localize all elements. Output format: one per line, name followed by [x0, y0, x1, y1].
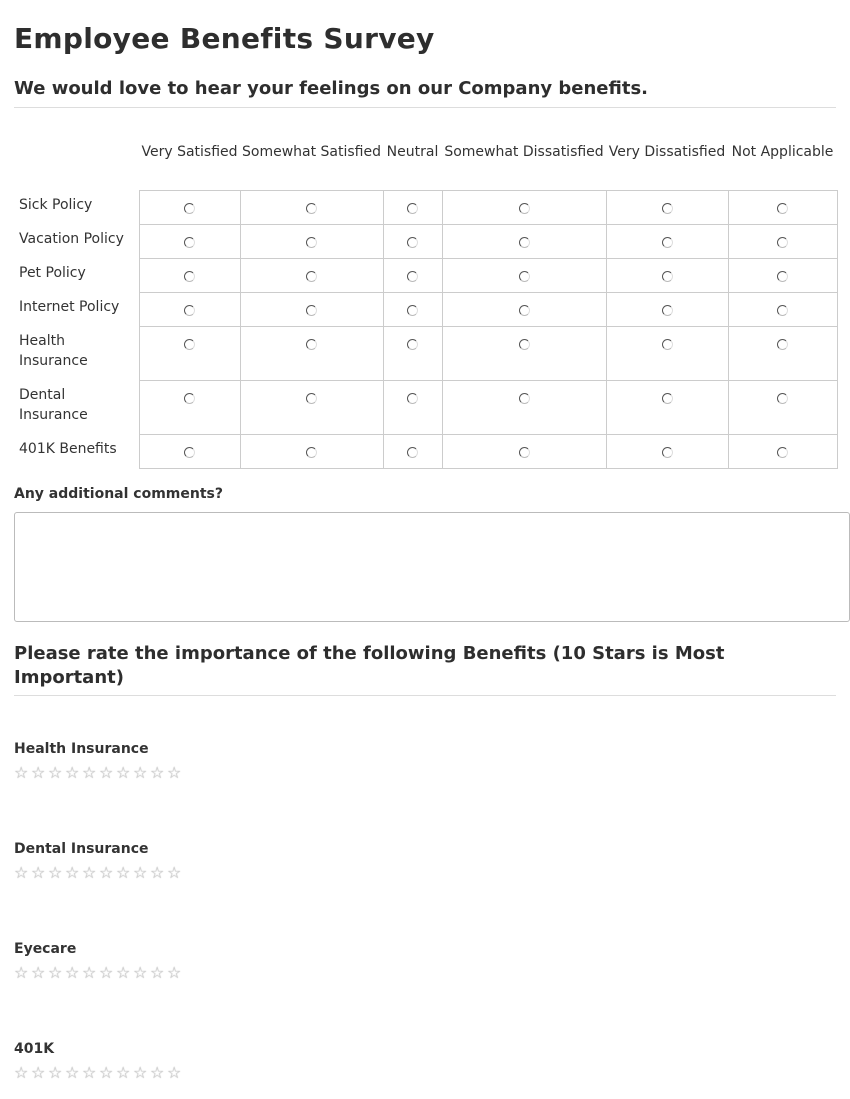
matrix-cell — [383, 435, 442, 469]
satisfaction-radio[interactable] — [407, 339, 418, 350]
star-icon[interactable]: ☆ — [48, 1063, 63, 1082]
comments-textarea[interactable] — [14, 512, 850, 622]
benefit-rating-label: Eyecare — [14, 941, 77, 957]
satisfaction-radio[interactable] — [662, 447, 673, 458]
satisfaction-radio[interactable] — [519, 447, 530, 458]
star-icon[interactable]: ☆ — [150, 963, 165, 982]
matrix-cell — [728, 327, 837, 381]
star-icon[interactable]: ☆ — [65, 763, 80, 782]
star-icon[interactable]: ☆ — [14, 863, 29, 882]
satisfaction-radio[interactable] — [662, 339, 673, 350]
satisfaction-radio[interactable] — [184, 271, 195, 282]
star-rating — [14, 864, 184, 881]
star-icon[interactable]: ☆ — [82, 963, 97, 982]
benefit-rating — [14, 840, 184, 881]
matrix-cell — [606, 225, 728, 259]
benefit-rating-label: Dental Insurance — [14, 841, 149, 857]
matrix-column-header: Very Satisfied — [141, 144, 238, 160]
matrix-column-header: Neutral — [386, 144, 439, 160]
satisfaction-radio[interactable] — [306, 203, 317, 214]
matrix-cell — [240, 293, 383, 327]
star-icon[interactable]: ☆ — [48, 963, 63, 982]
divider — [14, 695, 836, 696]
satisfaction-radio[interactable] — [777, 237, 788, 248]
benefit-rating — [14, 940, 184, 981]
star-icon[interactable]: ☆ — [150, 763, 165, 782]
star-icon[interactable]: ☆ — [99, 863, 114, 882]
page-title: Employee Benefits Survey — [14, 22, 435, 55]
matrix-cell — [383, 191, 442, 225]
satisfaction-radio[interactable] — [184, 393, 195, 404]
star-icon[interactable]: ☆ — [133, 963, 148, 982]
matrix-column-header: Somewhat Satisfied — [242, 144, 382, 160]
matrix-cell — [728, 259, 837, 293]
satisfaction-radio[interactable] — [519, 271, 530, 282]
divider — [14, 107, 836, 108]
star-icon[interactable]: ☆ — [82, 863, 97, 882]
star-icon[interactable]: ☆ — [65, 863, 80, 882]
matrix-cell — [442, 259, 606, 293]
matrix-cell — [442, 327, 606, 381]
satisfaction-radio[interactable] — [777, 393, 788, 404]
star-icon[interactable]: ☆ — [116, 1063, 131, 1082]
star-icon[interactable]: ☆ — [14, 963, 29, 982]
star-icon[interactable]: ☆ — [116, 863, 131, 882]
star-rating — [14, 764, 184, 781]
satisfaction-radio[interactable] — [662, 203, 673, 214]
ratings-section-title: Please rate the importance of the following Benefits (10 Stars is Most Important) — [14, 643, 725, 688]
matrix-cell — [240, 191, 383, 225]
satisfaction-radio[interactable] — [407, 237, 418, 248]
matrix-row — [14, 225, 837, 259]
star-icon[interactable]: ☆ — [167, 763, 182, 782]
matrix-row — [14, 259, 837, 293]
star-icon[interactable]: ☆ — [31, 863, 46, 882]
satisfaction-radio[interactable] — [519, 237, 530, 248]
matrix-row — [14, 327, 837, 381]
satisfaction-radio[interactable] — [777, 271, 788, 282]
matrix-row-label: Internet Policy — [19, 298, 120, 315]
star-icon[interactable]: ☆ — [65, 963, 80, 982]
benefit-rating-label: 401K — [14, 1041, 55, 1057]
star-icon[interactable]: ☆ — [167, 1063, 182, 1082]
matrix-cell — [442, 191, 606, 225]
star-icon[interactable]: ☆ — [133, 763, 148, 782]
star-icon[interactable]: ☆ — [116, 763, 131, 782]
star-icon[interactable]: ☆ — [99, 963, 114, 982]
satisfaction-radio[interactable] — [777, 447, 788, 458]
matrix-cell — [139, 381, 240, 435]
matrix-row-label: 401K Benefits — [19, 440, 117, 457]
matrix-row — [14, 435, 837, 469]
matrix-cell — [139, 435, 240, 469]
matrix-row — [14, 191, 837, 225]
matrix-cell — [240, 259, 383, 293]
matrix-row-label: Vacation Policy — [19, 230, 124, 247]
matrix-cell — [240, 327, 383, 381]
matrix-cell — [606, 191, 728, 225]
satisfaction-radio[interactable] — [184, 237, 195, 248]
satisfaction-radio[interactable] — [519, 203, 530, 214]
satisfaction-radio[interactable] — [662, 393, 673, 404]
satisfaction-radio[interactable] — [306, 237, 317, 248]
star-icon[interactable]: ☆ — [48, 763, 63, 782]
matrix-cell — [442, 293, 606, 327]
satisfaction-radio[interactable] — [407, 203, 418, 214]
star-icon[interactable]: ☆ — [65, 1063, 80, 1082]
star-icon[interactable]: ☆ — [82, 1063, 97, 1082]
star-icon[interactable]: ☆ — [99, 763, 114, 782]
star-icon[interactable]: ☆ — [99, 1063, 114, 1082]
matrix-cell — [442, 381, 606, 435]
matrix-cell — [139, 225, 240, 259]
matrix-cell — [383, 327, 442, 381]
star-icon[interactable]: ☆ — [82, 763, 97, 782]
matrix-cell — [728, 225, 837, 259]
matrix-cell — [606, 435, 728, 469]
matrix-cell — [139, 259, 240, 293]
star-icon[interactable]: ☆ — [150, 863, 165, 882]
satisfaction-radio[interactable] — [662, 305, 673, 316]
matrix-cell — [383, 293, 442, 327]
satisfaction-radio[interactable] — [306, 305, 317, 316]
matrix-cell — [728, 293, 837, 327]
satisfaction-matrix — [14, 142, 838, 469]
comments-label: Any additional comments? — [14, 486, 223, 502]
matrix-header-row — [14, 142, 837, 191]
star-rating — [14, 1064, 184, 1081]
matrix-cell — [383, 225, 442, 259]
benefit-rating — [14, 740, 184, 781]
matrix-cell — [139, 191, 240, 225]
star-icon[interactable]: ☆ — [133, 863, 148, 882]
matrix-cell — [240, 381, 383, 435]
matrix-cell — [728, 381, 837, 435]
matrix-cell — [139, 293, 240, 327]
satisfaction-radio[interactable] — [407, 305, 418, 316]
star-icon[interactable]: ☆ — [31, 1063, 46, 1082]
satisfaction-radio[interactable] — [184, 447, 195, 458]
satisfaction-radio[interactable] — [306, 393, 317, 404]
satisfaction-radio[interactable] — [519, 393, 530, 404]
matrix-cell — [383, 381, 442, 435]
satisfaction-radio[interactable] — [662, 237, 673, 248]
star-icon[interactable]: ☆ — [150, 1063, 165, 1082]
benefit-rating — [14, 1040, 184, 1081]
matrix-row-label: Health Insurance — [19, 332, 88, 369]
satisfaction-radio[interactable] — [184, 203, 195, 214]
page-subtitle: We would love to hear your feelings on our Company benefits. — [14, 78, 648, 99]
satisfaction-radio[interactable] — [777, 339, 788, 350]
satisfaction-radio[interactable] — [777, 203, 788, 214]
matrix-row-label: Pet Policy — [19, 264, 86, 281]
matrix-row-label: Dental Insurance — [19, 386, 88, 423]
benefit-rating-label: Health Insurance — [14, 741, 149, 757]
satisfaction-radio[interactable] — [777, 305, 788, 316]
star-icon[interactable]: ☆ — [31, 763, 46, 782]
matrix-cell — [728, 191, 837, 225]
satisfaction-radio[interactable] — [184, 305, 195, 316]
matrix-row — [14, 381, 837, 435]
matrix-row — [14, 293, 837, 327]
satisfaction-radio[interactable] — [519, 339, 530, 350]
satisfaction-radio[interactable] — [519, 305, 530, 316]
matrix-cell — [606, 293, 728, 327]
matrix-cell — [383, 259, 442, 293]
satisfaction-radio[interactable] — [306, 271, 317, 282]
satisfaction-radio[interactable] — [306, 447, 317, 458]
matrix-cell — [442, 225, 606, 259]
matrix-cell — [606, 259, 728, 293]
star-icon[interactable]: ☆ — [116, 963, 131, 982]
matrix-row-label: Sick Policy — [19, 196, 93, 213]
matrix-column-header: Somewhat Dissatisfied — [444, 144, 604, 160]
satisfaction-radio[interactable] — [662, 271, 673, 282]
matrix-column-header: Very Dissatisfied — [608, 144, 726, 160]
matrix-cell — [240, 435, 383, 469]
star-icon[interactable]: ☆ — [167, 963, 182, 982]
matrix-cell — [606, 327, 728, 381]
satisfaction-radio[interactable] — [306, 339, 317, 350]
matrix-corner — [14, 142, 139, 191]
star-icon[interactable]: ☆ — [14, 1063, 29, 1082]
satisfaction-radio[interactable] — [407, 393, 418, 404]
matrix-column-header: Not Applicable — [731, 144, 834, 160]
matrix-cell — [728, 435, 837, 469]
satisfaction-radio[interactable] — [407, 447, 418, 458]
matrix-cell — [139, 327, 240, 381]
star-icon[interactable]: ☆ — [48, 863, 63, 882]
star-rating — [14, 964, 184, 981]
matrix-cell — [240, 225, 383, 259]
star-icon[interactable]: ☆ — [14, 763, 29, 782]
satisfaction-radio[interactable] — [184, 339, 195, 350]
star-icon[interactable]: ☆ — [167, 863, 182, 882]
satisfaction-radio[interactable] — [407, 271, 418, 282]
star-icon[interactable]: ☆ — [31, 963, 46, 982]
matrix-cell — [606, 381, 728, 435]
matrix-cell — [442, 435, 606, 469]
star-icon[interactable]: ☆ — [133, 1063, 148, 1082]
